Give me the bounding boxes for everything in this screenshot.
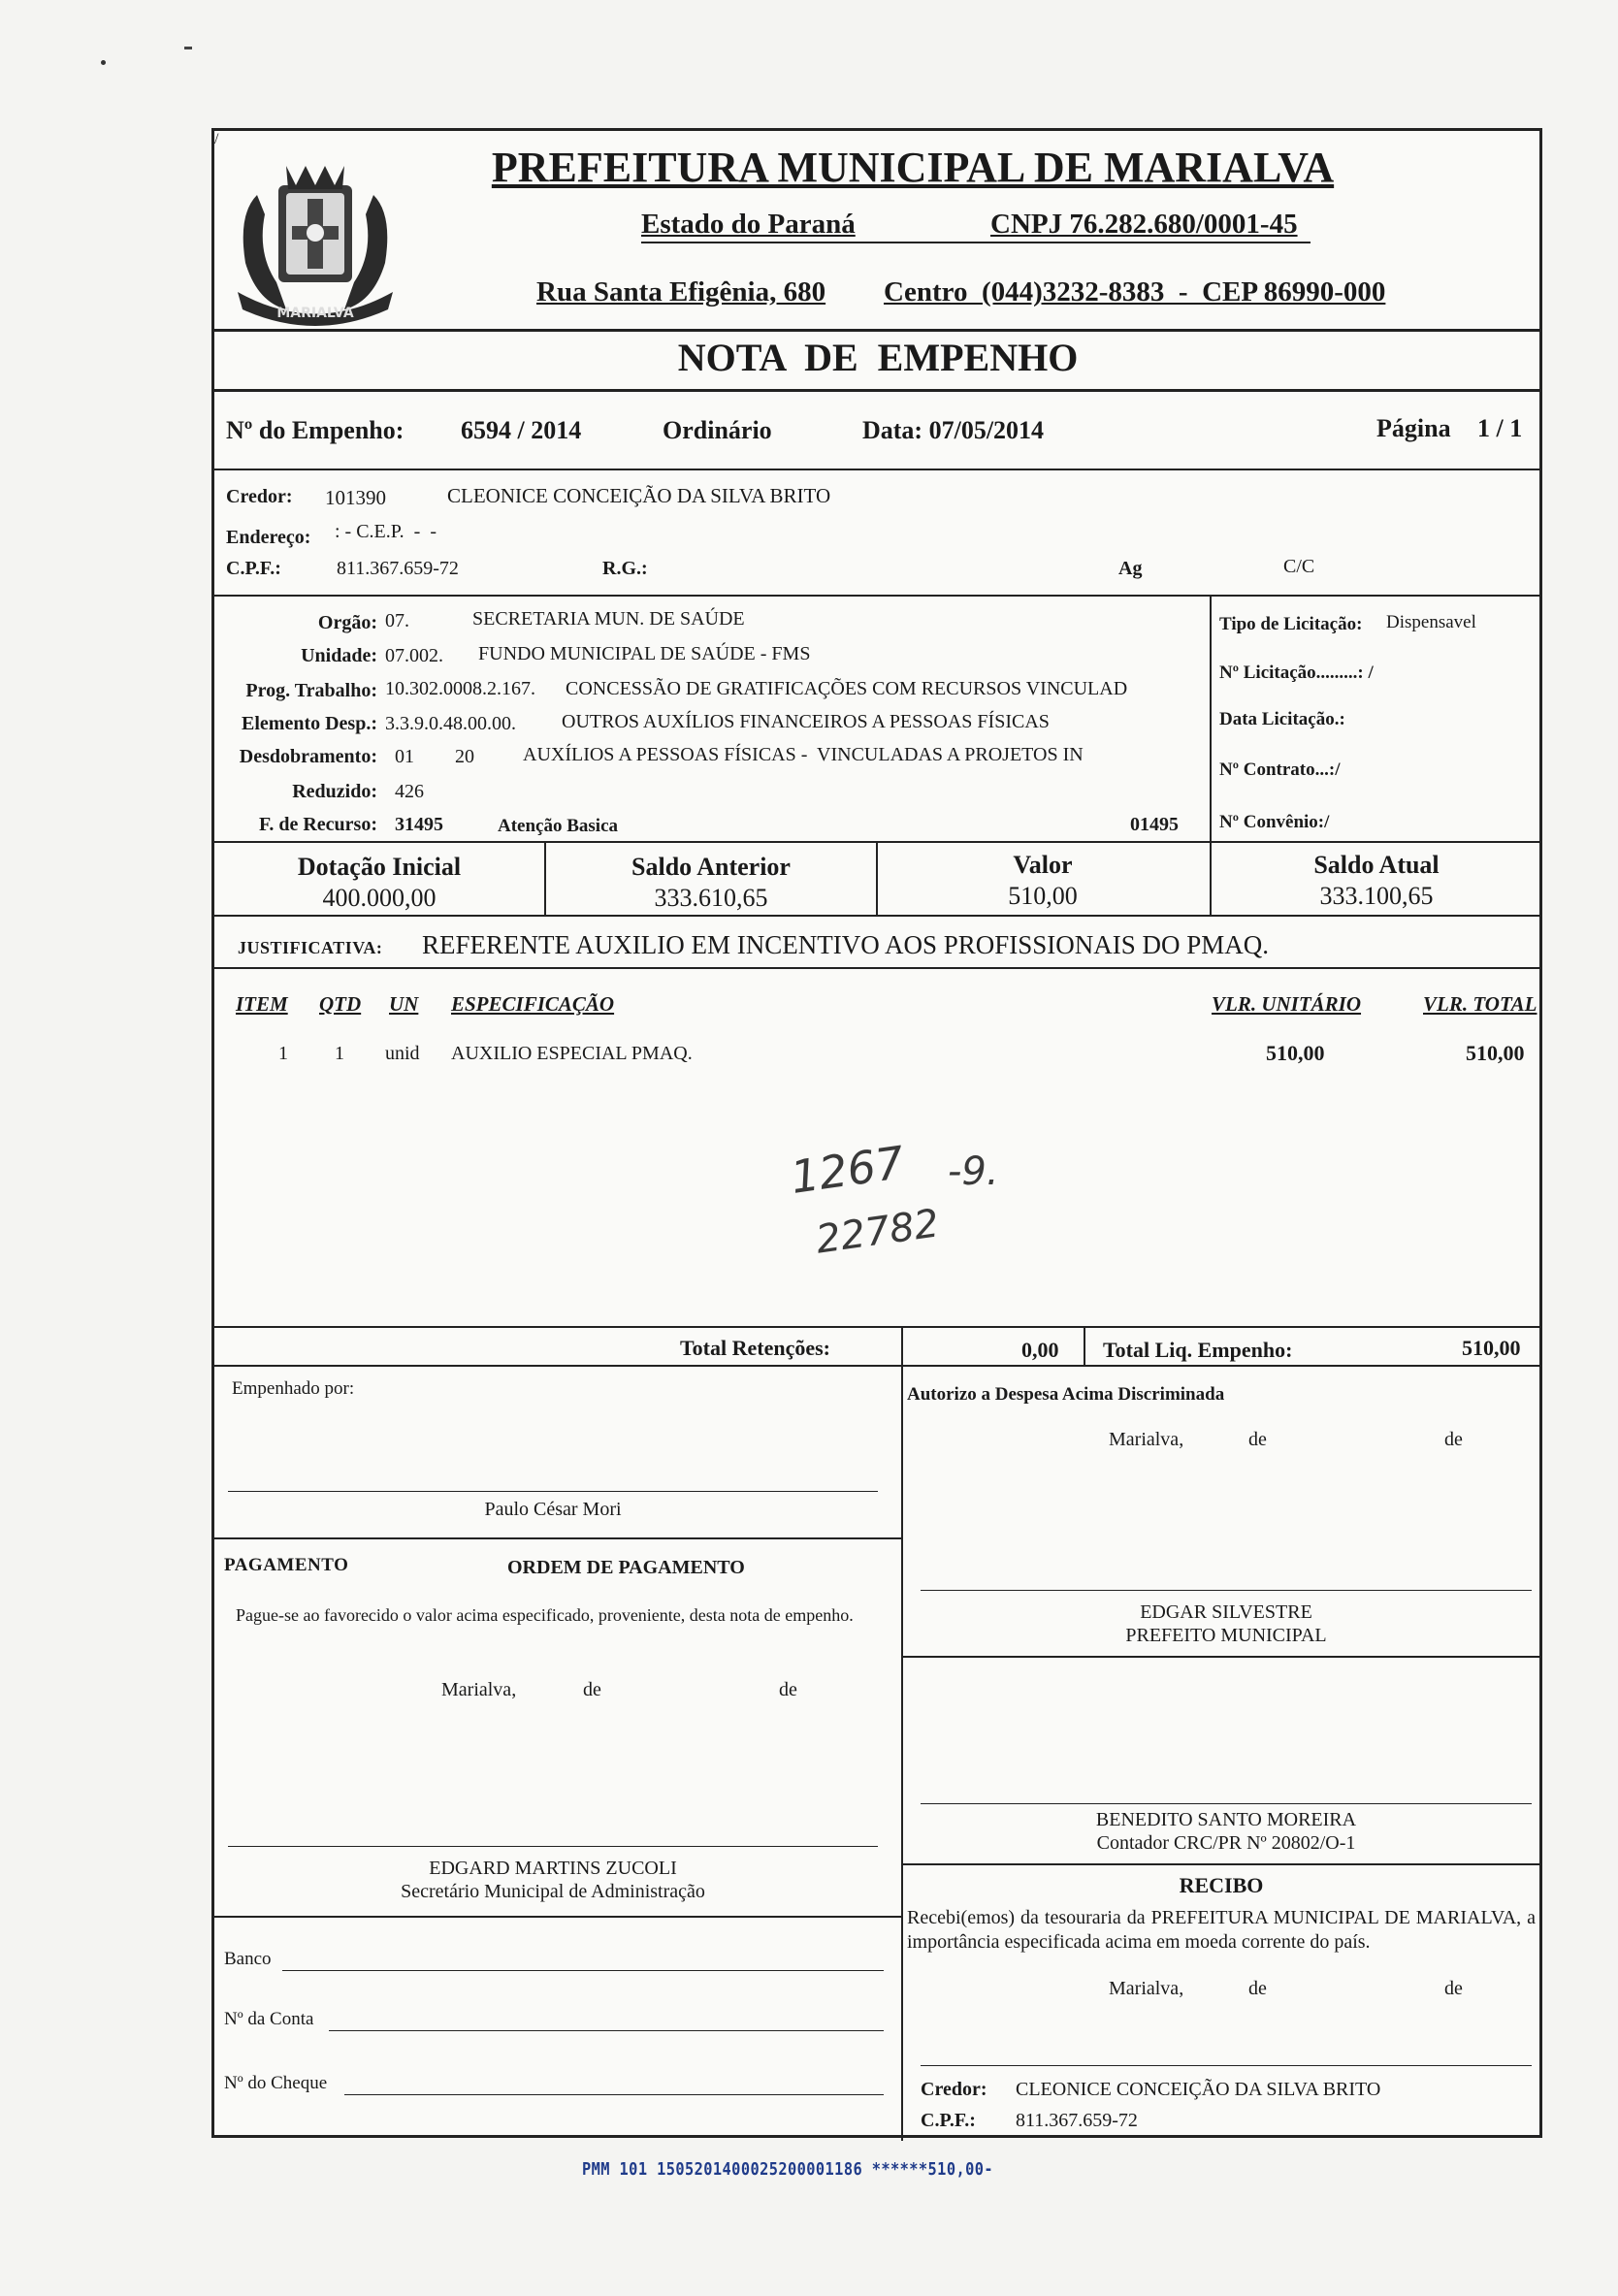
elemento-desc: OUTROS AUXÍLIOS FINANCEIROS A PESSOAS FÍSICAS [562,711,1050,732]
credor-label: Credor: [226,486,293,507]
banco-label: Banco [224,1949,272,1969]
address-contact: Centro (044)3232-8383 - CEP 86990-000 [884,276,1386,307]
prefeito-name: EDGAR SILVESTRE [1140,1601,1312,1623]
pagamento-city: Marialva, [441,1679,517,1700]
empenho-type: Ordinário [663,416,772,444]
table-row: 1 1 / unid AUXILIO ESPECIAL PMAQ. 510,00 510,00 [214,131,1525,1065]
desdobramento-code1: 01 [395,746,414,767]
recibo-credor-name: CLEONICE CONCEIÇÃO DA SILVA BRITO [1016,2079,1381,2100]
total-retencoes-label: Total Retenções: [680,1336,830,1360]
document-title: NOTA DE EMPENHO [677,336,1079,379]
recibo-de1: de [1248,1978,1267,1999]
saldo-atual-value: 333.100,65 [1319,882,1434,910]
elemento-label: Elemento Desp.: [242,713,377,734]
secretario-name: EDGARD MARTINS ZUCOLI [429,1858,677,1879]
orgao-label: Orgão: [317,612,377,633]
numero-convenio: Nº Convênio:/ [1219,812,1330,832]
fonte-recurso-number: 01495 [1130,814,1179,835]
credor-code: 101390 [325,486,386,509]
col-header-vlr-total: VLR. TOTAL [1423,992,1537,1016]
handwritten-note-line2: 22782 [813,1201,942,1263]
scan-speck [101,60,106,65]
scan-speck [184,47,192,49]
numero-licitacao: Nº Licitação.........: / [1219,663,1374,683]
secretario-title: Secretário Municipal de Administração [401,1881,705,1902]
valor-label: Valor [1013,851,1073,879]
dotacao-inicial-value: 400.000,00 [322,884,437,912]
desdobramento-desc: AUXÍLIOS A PESSOAS FÍSICAS - VINCULADAS A PROJETOS IN [523,744,1084,765]
item-number: 1 [278,1043,288,1064]
handwritten-note-line1: 1267 [787,1136,908,1204]
street-address: Rua Santa Efigênia, 680 [536,276,826,307]
recibo-cpf-value: 811.367.659-72 [1016,2110,1138,2131]
credor-name: CLEONICE CONCEIÇÃO DA SILVA BRITO [447,484,831,507]
fonte-recurso-name: Atenção Basica [498,816,619,836]
ordem-pagamento-label: ORDEM DE PAGAMENTO [507,1557,745,1578]
recibo-cpf-label: C.P.F.: [921,2110,976,2131]
reduzido-label: Reduzido: [292,781,377,802]
saldo-atual-label: Saldo Atual [1313,851,1440,879]
page-label: Página [1376,414,1451,442]
prefeito-title: PREFEITO MUNICIPAL [1125,1625,1327,1646]
item-especificacao: AUXILIO ESPECIAL PMAQ. [451,1043,693,1064]
total-liq-empenho-label: Total Liq. Empenho: [1103,1338,1293,1362]
autorizo-label: Autorizo a Despesa Acima Discriminada [907,1384,1225,1405]
cpf-value: 811.367.659-72 [337,558,459,579]
autorizo-de2: de [1444,1429,1463,1450]
total-retencoes-value: 0,00 [1021,1338,1059,1362]
justificativa-label: JUSTIFICATIVA: [238,938,383,957]
empenhado-por-name: Paulo César Mori [484,1499,622,1520]
empenho-number: 6594 / 2014 [461,416,582,444]
footer-barcode-code: PMM 101 1505201400025200001186 ******510,00- [582,2159,994,2180]
endereco-label: Endereço: [226,527,311,548]
autorizo-city: Marialva, [1109,1429,1184,1450]
tipo-licitacao-value: Dispensavel [1386,612,1476,632]
orgao-code: 07. [385,610,409,631]
empenho-date: Data: 07/05/2014 [862,416,1045,444]
cc-label: C/C [1283,556,1315,577]
prog-trabalho-desc: CONCESSÃO DE GRATIFICAÇÕES COM RECURSOS VINCULAD [566,678,1128,699]
pagamento-label: PAGAMENTO [224,1555,349,1575]
pagamento-de2: de [779,1679,797,1700]
unidade-name: FUNDO MUNICIPAL DE SAÚDE - FMS [478,643,811,664]
item-un: unid [385,1043,420,1064]
fonte-recurso-label: F. de Recurso: [258,814,377,835]
recibo-title: RECIBO [1179,1873,1264,1897]
total-liq-empenho-value: 510,00 [1462,1336,1521,1360]
col-header-qtd: QTD [319,992,362,1016]
svg-text:MARIALVA: MARIALVA [276,306,354,321]
ag-label: Ag [1118,558,1143,579]
unidade-code: 07.002. [385,645,443,666]
nota-de-empenho-form [211,128,1542,2138]
prog-trabalho-label: Prog. Trabalho: [245,680,377,701]
item-qtd: 1 [335,1043,344,1064]
contador-name: BENEDITO SANTO MOREIRA [1095,1809,1357,1830]
empenho-number-label: Nº do Empenho: [226,416,404,444]
recibo-de2: de [1444,1978,1463,1999]
contador-title: Contador CRC/PR Nº 20802/O-1 [1096,1832,1356,1854]
reduzido-value: 426 [395,781,424,802]
recibo-text: Recebi(emos) da tesouraria da PREFEITURA MUNICIPAL DE MARIALVA, a importância especificada acima em moeda corrente do país. [907,1907,1536,1953]
col-header-item: ITEM [236,992,288,1016]
numero-conta-label: Nº da Conta [224,2009,314,2029]
numero-contrato: Nº Contrato...:/ [1219,760,1341,780]
pagamento-text: Pague-se ao favorecido o valor acima especificado, proveniente, desta nota de empenho. [236,1605,854,1625]
tipo-licitacao-label: Tipo de Licitação: [1219,614,1363,634]
rg-label: R.G.: [602,558,648,579]
saldo-anterior-label: Saldo Anterior [631,853,791,881]
col-header-especificacao: ESPECIFICAÇÃO [451,992,615,1016]
dotacao-inicial-label: Dotação Inicial [297,853,462,881]
numero-cheque-label: Nº do Cheque [224,2073,328,2093]
valor-value: 510,00 [1008,882,1078,910]
recibo-city: Marialva, [1109,1978,1184,1999]
desdobramento-label: Desdobramento: [239,746,377,767]
handwritten-note-line1-suffix: -9. [948,1149,999,1194]
pagamento-de1: de [583,1679,601,1700]
cnpj: CNPJ 76.282.680/0001-45 [990,209,1298,240]
data-licitacao: Data Licitação.: [1219,709,1345,729]
coat-of-arms-logo [218,137,412,331]
justificativa-text: REFERENTE AUXILIO EM INCENTIVO AOS PROFISSIONAIS DO PMAQ. [422,930,1270,959]
prog-trabalho-code: 10.302.0008.2.167. [385,678,535,699]
col-header-vlr-unitario: VLR. UNITÁRIO [1212,992,1362,1016]
municipality-title: PREFEITURA MUNICIPAL DE MARIALVA [491,144,1335,191]
fonte-recurso-code: 31495 [395,814,443,835]
item-vlr-total: 510,00 [1466,1041,1525,1065]
unidade-label: Unidade: [301,645,377,666]
orgao-name: SECRETARIA MUN. DE SAÚDE [472,608,745,630]
endereco-value: : - C.E.P. - - [335,521,437,542]
saldo-anterior-value: 333.610,65 [654,884,768,912]
recibo-credor-label: Credor: [921,2079,987,2100]
col-header-un: UN [389,992,419,1016]
page-number: 1 / 1 [1477,414,1523,442]
item-vlr-unitario: 510,00 [1266,1041,1325,1065]
elemento-code: 3.3.9.0.48.00.00. [385,713,516,734]
cpf-label: C.P.F.: [226,558,281,579]
state-name: Estado do Paraná [641,209,856,240]
autorizo-de1: de [1248,1429,1267,1450]
desdobramento-code2: 20 [455,746,474,767]
empenhado-por-label: Empenhado por: [232,1378,355,1399]
